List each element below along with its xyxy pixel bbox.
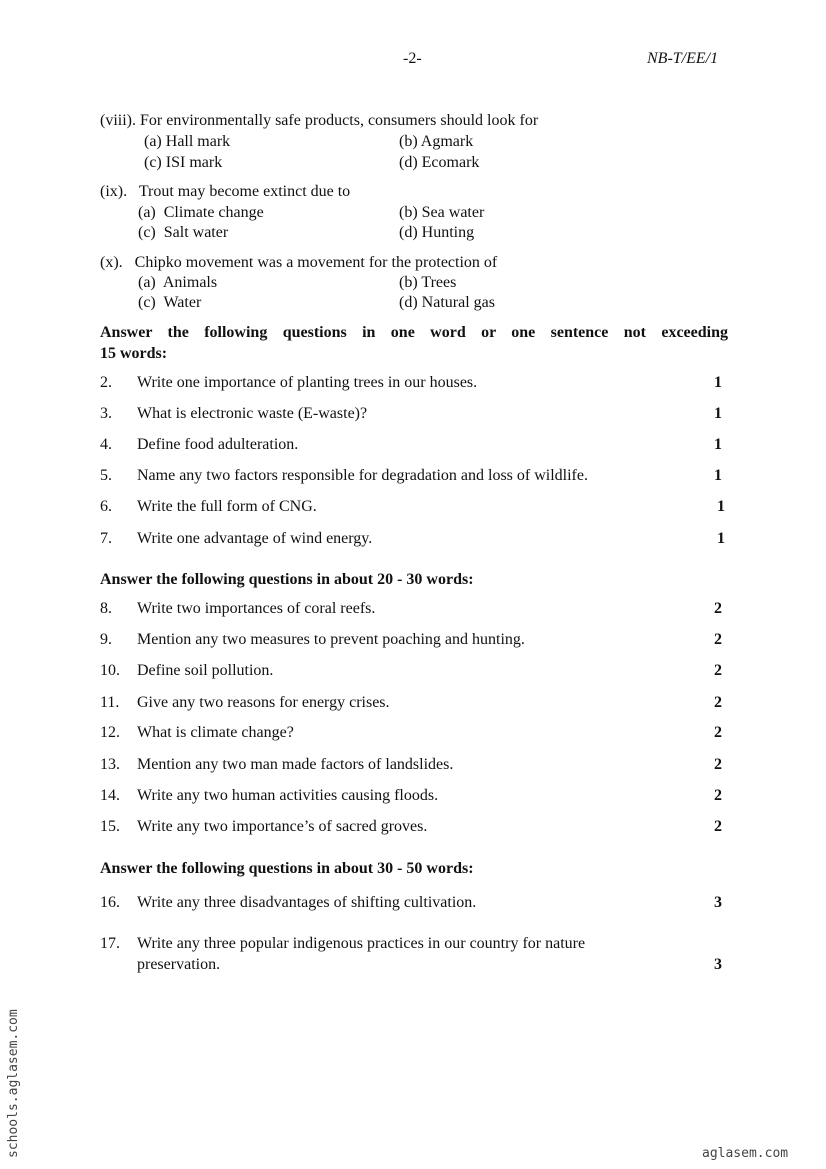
- section-heading: Answer the following questions in one word or one sentence not exceeding: [100, 324, 728, 341]
- mcq-option: (a) Climate change: [138, 204, 264, 221]
- question-text: Write any two importance’s of sacred groves.: [137, 818, 428, 835]
- mcq-stem: (ix). Trout may become extinct due to: [100, 183, 351, 200]
- question-mark: 1: [717, 530, 725, 547]
- question-text: Write two importances of coral reefs.: [137, 600, 376, 617]
- question-mark: 3: [714, 894, 722, 911]
- question-number: 13.: [100, 756, 120, 773]
- question-number: 9.: [100, 631, 112, 648]
- question-mark: 1: [714, 405, 722, 422]
- side-watermark: schools.aglasem.com: [6, 1009, 21, 1158]
- question-number: 10.: [100, 662, 120, 679]
- question-text: Define soil pollution.: [137, 662, 274, 679]
- question-mark: 2: [714, 662, 722, 679]
- corner-watermark: aglasem.com: [702, 1146, 789, 1161]
- question-number: 6.: [100, 498, 112, 515]
- section-heading: Answer the following questions in about 20 - 30 words:: [100, 571, 474, 588]
- question-text: Give any two reasons for energy crises.: [137, 694, 390, 711]
- question-number: 5.: [100, 467, 112, 484]
- question-number: 16.: [100, 894, 120, 911]
- question-text: Mention any two measures to prevent poaching and hunting.: [137, 631, 525, 648]
- mcq-option: (d) Ecomark: [399, 154, 480, 171]
- question-text: Define food adulteration.: [137, 436, 299, 453]
- question-mark: 1: [714, 374, 722, 391]
- mcq-option: (c) Water: [138, 294, 202, 311]
- question-text: Write any two human activities causing floods.: [137, 787, 439, 804]
- question-mark: 2: [714, 694, 722, 711]
- question-number: 17.: [100, 935, 120, 952]
- question-mark: 2: [714, 631, 722, 648]
- question-mark: 1: [717, 498, 725, 515]
- question-mark: 1: [714, 436, 722, 453]
- paper-code: NB-T/EE/1: [647, 50, 719, 67]
- mcq-option: (a) Hall mark: [144, 133, 231, 150]
- question-number: 12.: [100, 724, 120, 741]
- question-mark: 2: [714, 600, 722, 617]
- section-heading: 15 words:: [100, 345, 168, 362]
- question-number: 8.: [100, 600, 112, 617]
- question-number: 2.: [100, 374, 112, 391]
- mcq-stem: (viii). For environmentally safe products, consumers should look for: [100, 112, 539, 129]
- section-heading: Answer the following questions in about 30 - 50 words:: [100, 860, 474, 877]
- question-text-continued: preservation.: [137, 956, 221, 973]
- mcq-option: (c) ISI mark: [144, 154, 223, 171]
- question-number: 11.: [100, 694, 120, 711]
- question-mark: 2: [714, 818, 722, 835]
- question-text: Write any three popular indigenous practices in our country for nature: [137, 935, 586, 952]
- question-text: What is climate change?: [137, 724, 294, 741]
- question-number: 4.: [100, 436, 112, 453]
- question-mark: 2: [714, 756, 722, 773]
- question-mark: 2: [714, 787, 722, 804]
- question-text: Write one advantage of wind energy.: [137, 530, 373, 547]
- question-mark: 1: [714, 467, 722, 484]
- question-number: 3.: [100, 405, 112, 422]
- question-mark: 2: [714, 724, 722, 741]
- question-number: 15.: [100, 818, 120, 835]
- question-mark: 3: [714, 956, 722, 973]
- mcq-option: (b) Agmark: [399, 133, 474, 150]
- question-number: 7.: [100, 530, 112, 547]
- question-text: What is electronic waste (E-waste)?: [137, 405, 368, 422]
- question-text: Mention any two man made factors of landslides.: [137, 756, 454, 773]
- question-text: Name any two factors responsible for degradation and loss of wildlife.: [137, 467, 588, 484]
- page-number: -2-: [403, 50, 422, 67]
- question-text: Write any three disadvantages of shifting cultivation.: [137, 894, 477, 911]
- question-number: 14.: [100, 787, 120, 804]
- mcq-stem: (x). Chipko movement was a movement for the protection of: [100, 254, 498, 271]
- mcq-option: (d) Hunting: [399, 224, 475, 241]
- mcq-option: (b) Trees: [399, 274, 457, 291]
- mcq-option: (b) Sea water: [399, 204, 485, 221]
- mcq-option: (d) Natural gas: [399, 294, 495, 311]
- question-text: Write the full form of CNG.: [137, 498, 317, 515]
- mcq-option: (c) Salt water: [138, 224, 229, 241]
- mcq-option: (a) Animals: [138, 274, 218, 291]
- question-text: Write one importance of planting trees in our houses.: [137, 374, 478, 391]
